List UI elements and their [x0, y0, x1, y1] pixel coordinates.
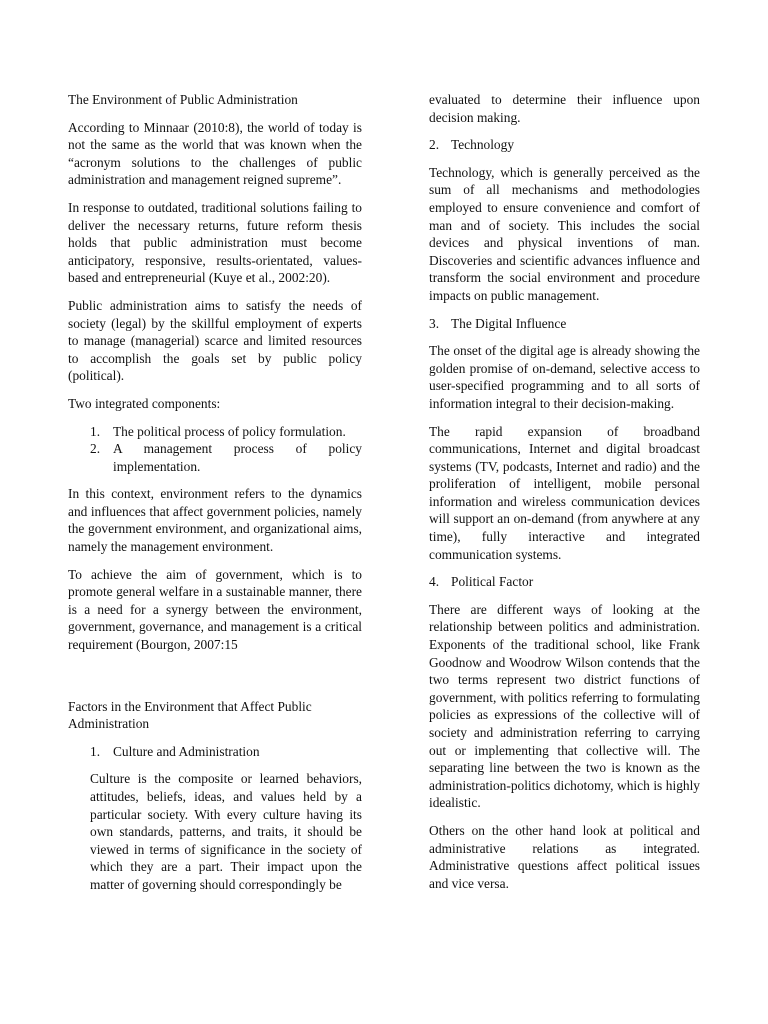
paragraph-broadband: The rapid expansion of broadband communications, Internet and digital broadcast systems (TV, podcasts, Internet and radio) and the proliferation of intelligent, mobile personal information and wireless communication devices will support an on-demand (from anywhere at any time), fully interactive and integrated communication systems. — [429, 423, 700, 562]
components-list — [68, 423, 362, 476]
factor-heading-technology — [429, 136, 700, 154]
factor-heading-text: Culture and Administration — [113, 743, 260, 759]
factor-number: 3. — [429, 315, 440, 331]
paragraph-reform-thesis: In response to outdated, traditional solutions failing to deliver the necessary returns, future reform thesis holds that public administration must become anticipatory, responsive, results-orientated, values-based and entrepreneurial (Kuye et al., 2002:20). — [68, 199, 362, 286]
factor-number: 4. — [429, 574, 440, 590]
factor-number: 2. — [429, 137, 440, 153]
factor-heading-text: Political Factor — [451, 574, 534, 590]
factor-heading-text: The Digital Influence — [451, 315, 567, 331]
factor-heading-text: Technology — [451, 137, 515, 153]
left-column — [68, 91, 362, 904]
paragraph-public-admin-aims: Public administration aims to satisfy the needs of society (legal) by the skillful employment of experts to manage (managerial) scarce and limited resources to accomplish the goals set by public policy (political). — [68, 297, 362, 384]
paragraph-politics-administration: There are different ways of looking at the relationship between politics and administration. Exponents of the traditional school, like Frank Goodnow and Woodrow Wilson contends that the two terms represent two district functions of government, with politics referring to formulating policies as expressions of the collective will of society and administration referring to carrying out or implementing that collective will. The separating line between the two is known as the administration-politics dichotomy, which is highly idealistic. — [429, 601, 700, 811]
factor-heading-culture — [68, 743, 362, 761]
paragraph-minnaar: According to Minnaar (2010:8), the world of today is not the same as the world that was known when the “acronym solutions to the challenges of public administration and management reigned supreme”. — [68, 119, 362, 188]
paragraph-components-intro: Two integrated components: — [68, 395, 221, 411]
paragraph-digital-age: The onset of the digital age is already showing the golden promise of on-demand, selective access to user-specified programming and to all sorts of information integral to their decision-making. — [429, 343, 700, 411]
paragraph-integrated-view: Others on the other hand look at political and administrative relations as integrated. Administrative questions affect political issues and vice versa. — [429, 822, 700, 891]
list-item-number: 2. — [90, 441, 101, 457]
section-spacer — [68, 664, 362, 698]
factors-section-title: Factors in the Environment that Affect Public Administration — [68, 698, 312, 732]
paragraph-culture: Culture is the composite or learned behaviors, attitudes, beliefs, ideas, and values held by a particular society. With every culture having its own standards, patterns, and traits, it should be viewed in terms of significance in the society of which they are a part. Their impact upon the matter of governing should correspondingly be — [90, 771, 362, 892]
paragraph-culture-continued: evaluated to determine their influence upon decision making. — [429, 92, 700, 125]
list-item-text: The political process of policy formulation. — [113, 423, 346, 439]
factor-heading-digital — [429, 315, 700, 333]
list-item-text: A management process of policy implementation. — [113, 441, 362, 474]
paragraph-government-aim: To achieve the aim of government, which is to promote general welfare in a sustainable manner, there is a need for a synergy between the environment, government, governance, and management is a critical requirement (Bourgon, 2007:15 — [68, 566, 362, 653]
list-item — [68, 440, 362, 475]
factor-number: 1. — [90, 743, 101, 759]
document-title: The Environment of Public Administration — [68, 92, 298, 107]
right-column — [429, 91, 700, 902]
factor-heading-political — [429, 573, 700, 591]
paragraph-environment-context: In this context, environment refers to the dynamics and influences that affect government policies, namely the government environment, and organizational aims, namely the management environment. — [68, 486, 362, 555]
list-item-number: 1. — [90, 423, 101, 439]
list-item — [68, 423, 362, 441]
paragraph-technology: Technology, which is generally perceived as the sum of all mechanisms and methodologies employed to ensure convenience and comfort of man and of society. This includes the social devices and physical inventions of man. Discoveries and scientific advances influence and transform the social environment and procedure impacts on public management. — [429, 164, 700, 303]
